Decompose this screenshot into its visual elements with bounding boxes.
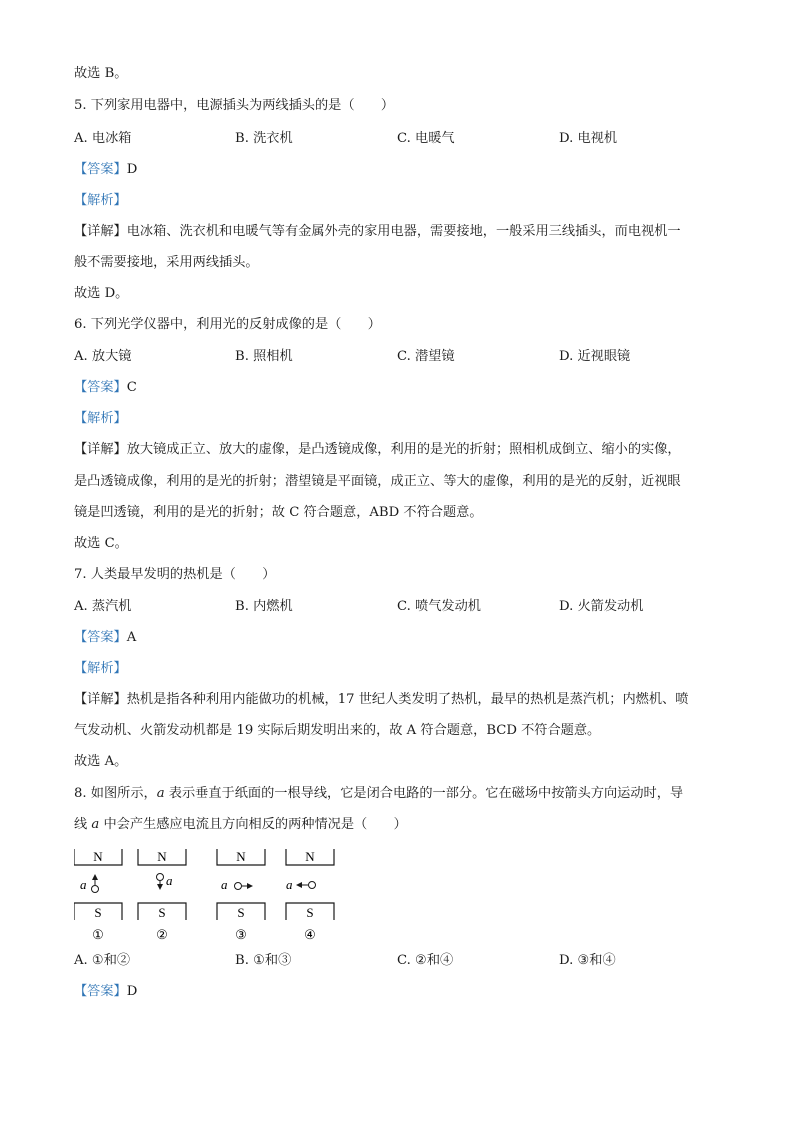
q6-option-c: C. 潜望镜 [397,349,455,364]
answer-tag: 【答案】 [74,162,127,177]
magnetic-field-figure [74,845,354,949]
panel-number: ② [156,927,168,942]
q8-option-b: B. ①和③ [235,953,292,968]
q6-detail-line-3: 镜是凹透镜，利用的是光的折射；故 C 符合题意，ABD 不符合题意。 [74,505,483,520]
q8-text: 中会产生感应电流且方向相反的两种情况是（ ） [99,817,407,832]
q5-option-b: B. 洗衣机 [235,131,293,146]
answer-tag: 【答案】 [74,984,127,999]
wire-variable: a [91,817,100,832]
q6-conclusion: 故选 C。 [74,536,128,551]
detail-tag: 【详解】 [74,224,127,239]
detail-text: 电冰箱、洗衣机和电暖气等有金属外壳的家用电器，需要接地，一般采用三线插头，而电视机一 [126,224,681,239]
wire-variable: a [156,786,165,801]
q7-detail-line-2: 气发动机、火箭发动机都是 19 实际后期发明出来的，故 A 符合题意，BCD 不符合题意。 [74,723,601,738]
panel-number: ③ [235,927,247,942]
q8-option-d: D. ③和④ [559,953,616,968]
south-pole-label: S [306,905,314,920]
q8-text: 8. 如图所示， [74,786,157,801]
q7-option-c: C. 喷气发动机 [397,599,481,614]
q5-detail-line-1 [74,222,681,242]
wire-label: a [221,877,228,892]
conclusion-q4: 故选 B。 [74,66,128,81]
q6-detail-line-2: 是凸透镜成像，利用的是光的折射；潜望镜是平面镜，成正立、等大的虚像，利用的是光的反射，近视眼 [74,474,681,489]
q7-option-b: B. 内燃机 [235,599,293,614]
north-pole-label: N [93,849,103,864]
q7-analysis [74,659,127,679]
wire-icon [309,882,316,889]
q8-text: 表示垂直于纸面的一根导线，它是闭合电路的一部分。它在磁场中按箭头方向运动时，导 [164,786,684,801]
question-5: 5. 下列家用电器中，电源插头为两线插头的是（ ） [74,98,395,113]
analysis-tag: 【解析】 [74,411,127,426]
question-7: 7. 人类最早发明的热机是（ ） [74,567,276,582]
wire-label: a [80,877,87,892]
answer-tag: 【答案】 [74,380,127,395]
q8-option-c: C. ②和④ [397,953,454,968]
panel-number: ④ [304,927,316,942]
question-6: 6. 下列光学仪器中，利用光的反射成像的是（ ） [74,317,381,332]
panel-1 [74,849,122,942]
q5-answer [74,160,137,180]
q6-detail-line-1 [74,440,681,460]
q5-analysis [74,191,127,211]
answer-tag: 【答案】 [74,630,127,645]
q5-conclusion: 故选 D。 [74,286,129,301]
panel-4 [286,849,334,942]
q7-option-a: A. 蒸汽机 [74,599,132,614]
answer-value: D [126,984,138,999]
arrow-up-icon [92,874,98,880]
answer-value: D [126,162,138,177]
q6-analysis [74,409,127,429]
q5-option-d: D. 电视机 [559,131,618,146]
south-pole-label: S [94,905,102,920]
question-8-line-1 [74,784,683,804]
q5-option-a: A. 电冰箱 [74,131,132,146]
q7-conclusion: 故选 A。 [74,754,128,769]
detail-tag: 【详解】 [74,692,127,707]
magnet-diagram [74,845,354,945]
panel-2 [138,849,186,942]
q6-option-a: A. 放大镜 [74,349,132,364]
south-pole-label: S [237,905,245,920]
wire-label: a [286,877,293,892]
arrow-right-icon [247,883,253,889]
detail-text: 热机是指各种利用内能做功的机械，17 世纪人类发明了热机，最早的热机是蒸汽机；内燃机、喷 [126,692,689,707]
analysis-tag: 【解析】 [74,661,127,676]
panel-3 [217,849,265,942]
q6-option-b: B. 照相机 [235,349,293,364]
q8-text: 线 [74,817,92,832]
north-pole-label: N [305,849,315,864]
q5-option-c: C. 电暖气 [397,131,455,146]
wire-icon [235,883,242,890]
answer-value: C [126,380,137,395]
q5-detail-line-2: 般不需要接地，采用两线插头。 [74,255,259,270]
q7-answer [74,628,136,648]
q7-detail-line-1 [74,690,688,710]
north-pole-label: N [157,849,167,864]
detail-tag: 【详解】 [74,442,127,457]
north-pole-label: N [236,849,246,864]
analysis-tag: 【解析】 [74,193,127,208]
answer-value: A [126,630,137,645]
panel-number: ① [92,927,104,942]
q8-answer [74,982,137,1002]
q8-option-a: A. ①和② [74,953,131,968]
question-8-line-2 [74,815,407,835]
wire-label: a [166,873,173,888]
arrow-down-icon [157,884,163,890]
q6-option-d: D. 近视眼镜 [559,349,631,364]
q7-option-d: D. 火箭发动机 [559,599,644,614]
south-pole-label: S [158,905,166,920]
detail-text: 放大镜成正立、放大的虚像，是凸透镜成像，利用的是光的折射；照相机成倒立、缩小的实像， [126,442,681,457]
q6-answer [74,378,137,398]
wire-icon [92,886,99,893]
wire-icon [157,874,164,881]
